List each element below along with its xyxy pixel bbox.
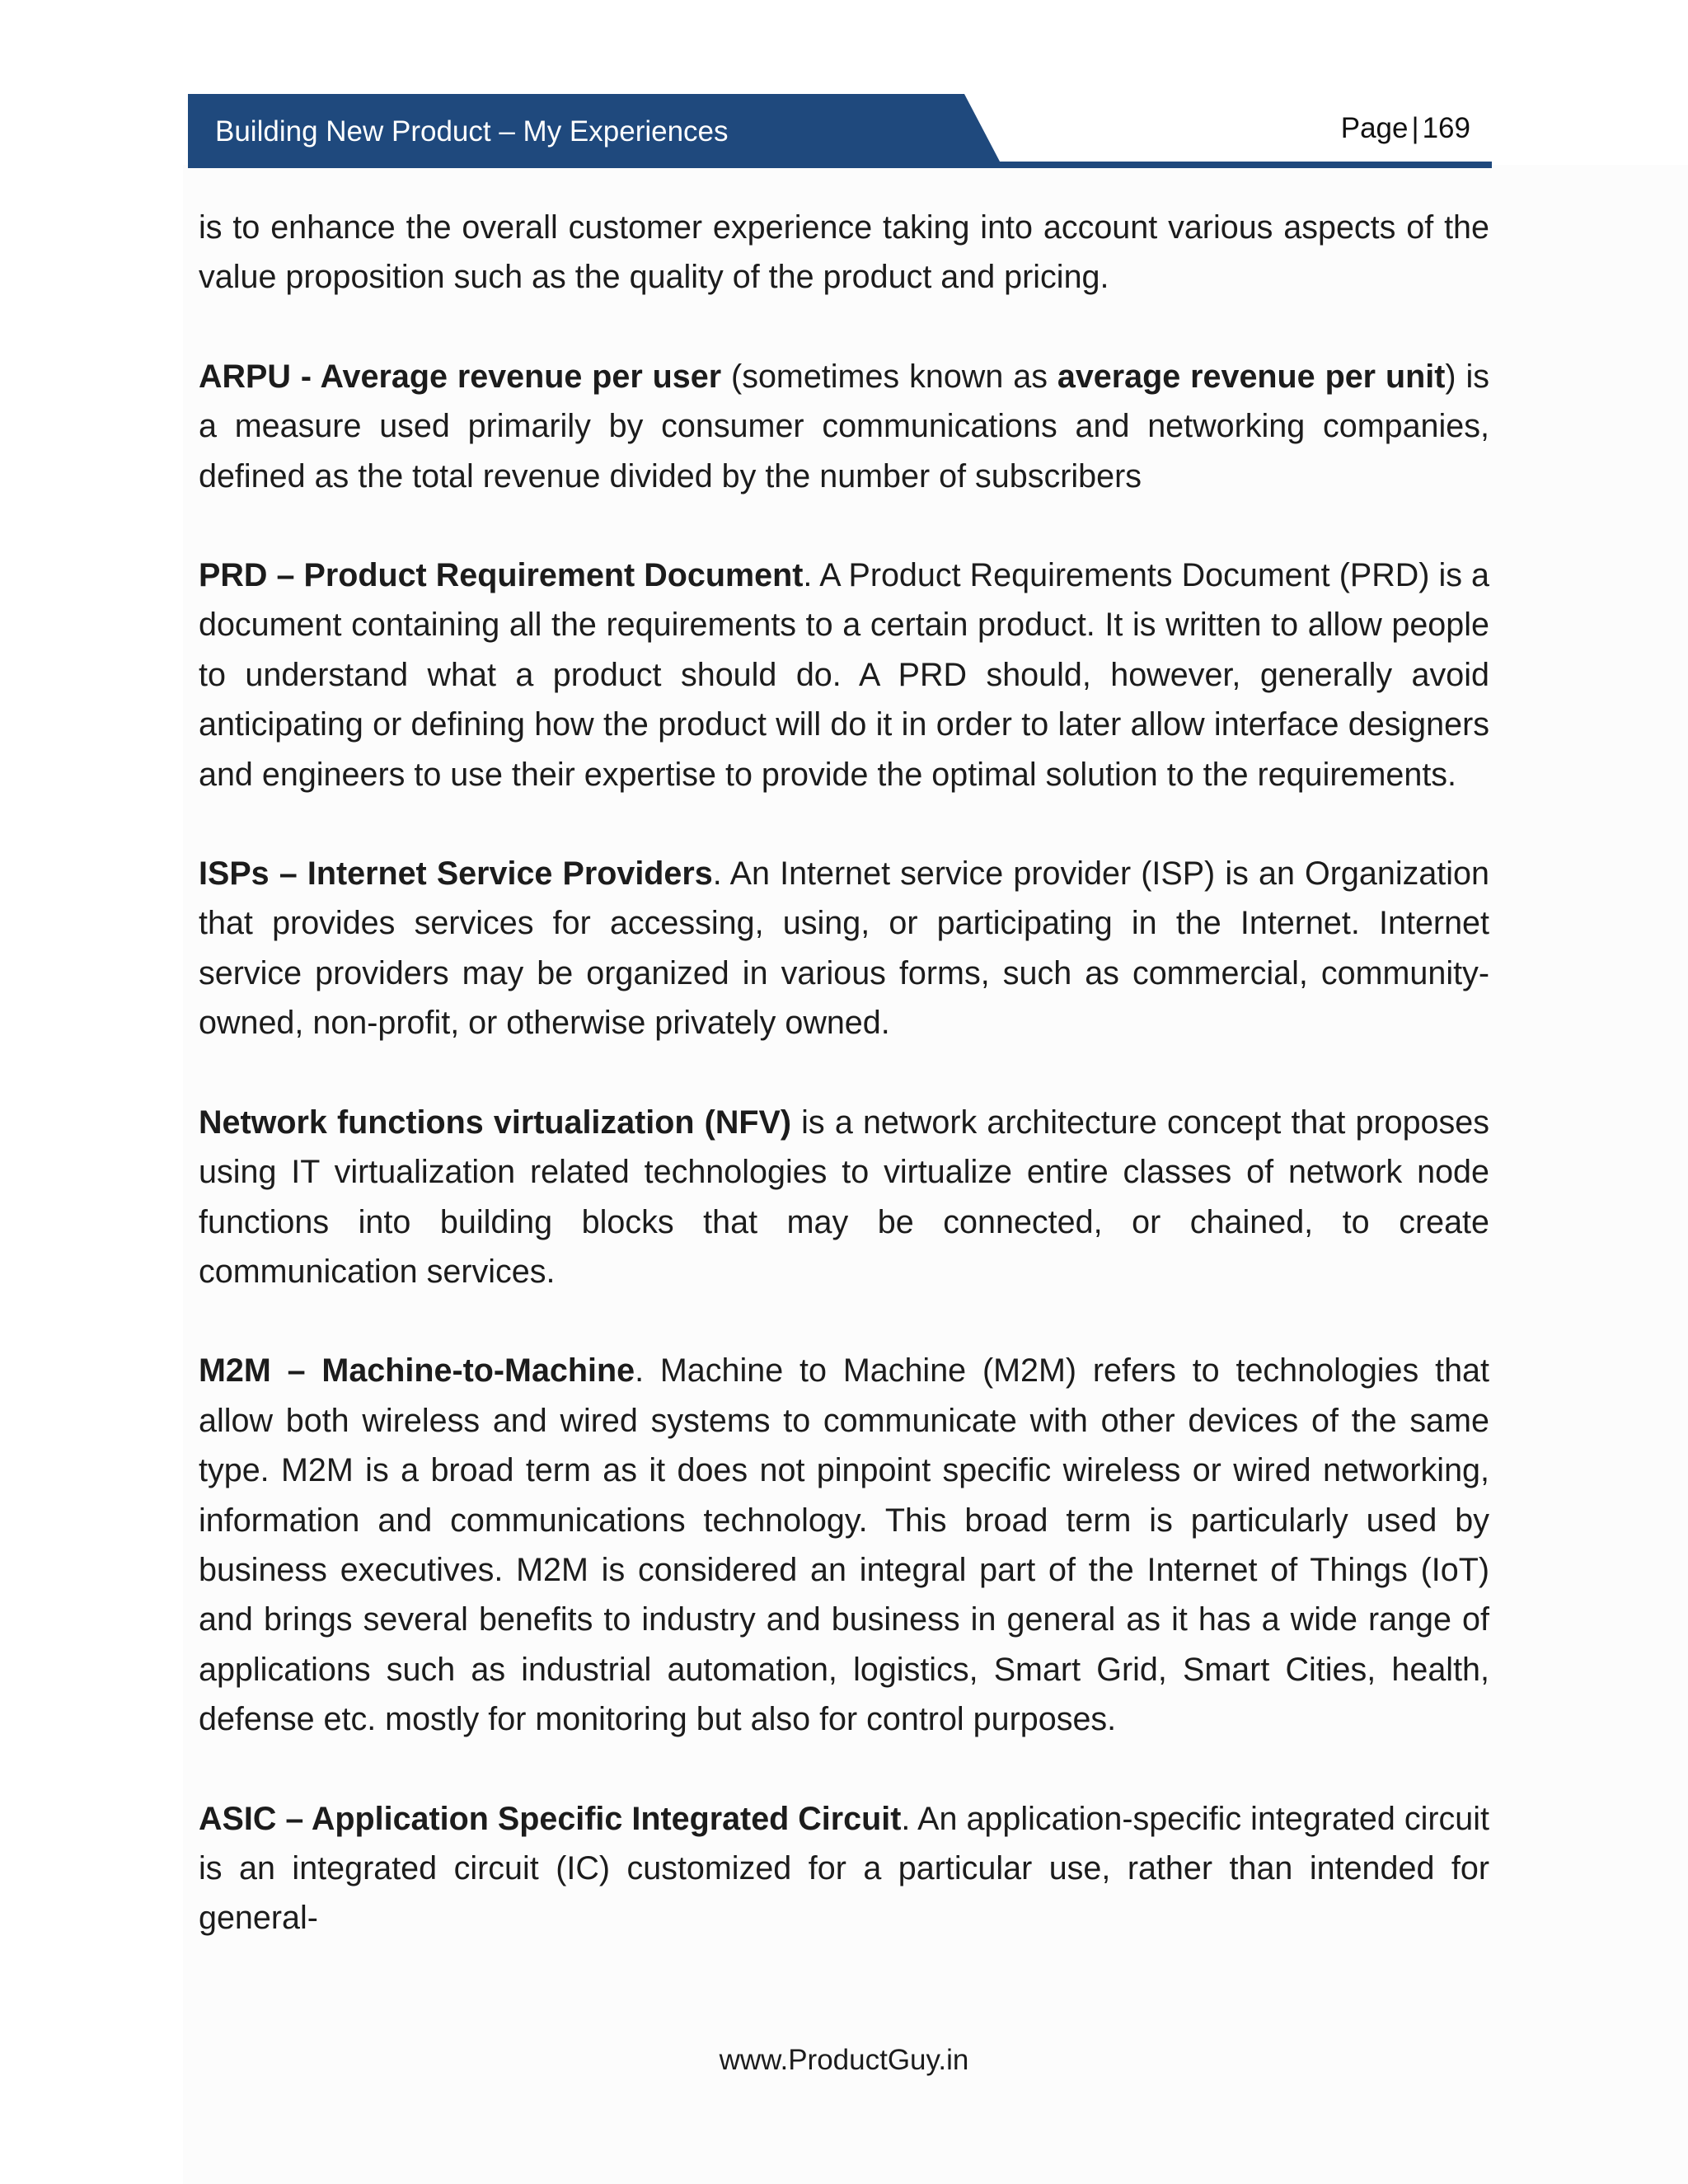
paragraph-prd <box>199 551 1489 799</box>
paragraph-arpu <box>199 352 1489 501</box>
paragraph-text: ) is a measure used primarily by consumer communications and networking companies, defined as the total revenue divided by the number of subscribers <box>199 358 1489 494</box>
paragraph-m2m <box>199 1346 1489 1744</box>
page-body <box>199 203 1489 1993</box>
page-footer <box>0 2044 1688 2077</box>
header-book-title: Building New Product – My Experiences <box>215 115 729 148</box>
term-prd: PRD – Product Requirement Document <box>199 557 804 594</box>
paragraph-text: . An Internet service provider (ISP) is an Organization that provides services for accessing, using, or participating in the Internet. Internet service providers may be organized in various forms, such as commercial, community-owned, non-profit, or otherwise privately owned. <box>199 855 1489 1042</box>
paragraph-continuation <box>199 203 1489 302</box>
paragraph-text: . An application-specific integrated circuit is an integrated circuit (IC) customized for a particular use, rather than intended for general- <box>199 1800 1489 1937</box>
paragraph-text: is a network architecture concept that proposes using IT virtualization related technologies to virtualize entire classes of network node functions into building blocks that may be connected, or chained, to create communication services. <box>199 1104 1489 1290</box>
header-underline <box>188 162 1492 168</box>
paragraph-isp <box>199 849 1489 1048</box>
term-arpu: ARPU - Average revenue per user <box>199 358 722 395</box>
term-arpu-alt: average revenue per unit <box>1057 358 1446 395</box>
paragraph-nfv <box>199 1098 1489 1297</box>
paragraph-text: . A Product Requirements Document (PRD) is a document containing all the requirements to a certain product. It is written to allow people to understand what a product should do. A PRD should, however, generally avoid anticipating or defining how the product will do it in order to later allow interface designers and engineers to use their expertise to provide the optimal solution to the requirements. <box>199 557 1490 793</box>
term-isp: ISPs – Internet Service Providers <box>199 855 713 893</box>
paragraph-text: is to enhance the overall customer experience taking into account various aspects of the value proposition such as the quality of the product and pricing. <box>199 209 1489 296</box>
term-asic: ASIC – Application Specific Integrated Circuit <box>199 1800 902 1837</box>
page-label: Page <box>1340 112 1409 144</box>
page-header <box>188 94 1492 168</box>
footer-website: www.ProductGuy.in <box>719 2044 969 2076</box>
paragraph-asic <box>199 1794 1489 1943</box>
term-m2m: M2M – Machine-to-Machine <box>199 1352 635 1390</box>
page-separator: | <box>1411 112 1419 144</box>
paragraph-text: . Machine to Machine (M2M) refers to technologies that allow both wireless and wired systems to communicate with other devices of the same type. M2M is a broad term as it does not pinpoint specific wireless or wired networking, information and communications technology. This broad term is particularly used by business executives. M2M is considered an integral part of the Internet of Things (IoT) and brings several benefits to industry and business in general as it has a wide range of applications such as industrial automation, logistics, Smart Grid, Smart Cities, health, defense etc. mostly for monitoring but also for control purposes. <box>199 1352 1490 1738</box>
paragraph-text: (sometimes known as <box>721 358 1057 395</box>
header-page-number <box>1341 112 1470 145</box>
term-nfv: Network functions virtualization (NFV) <box>199 1104 791 1141</box>
page-number-value: 169 <box>1422 112 1470 144</box>
